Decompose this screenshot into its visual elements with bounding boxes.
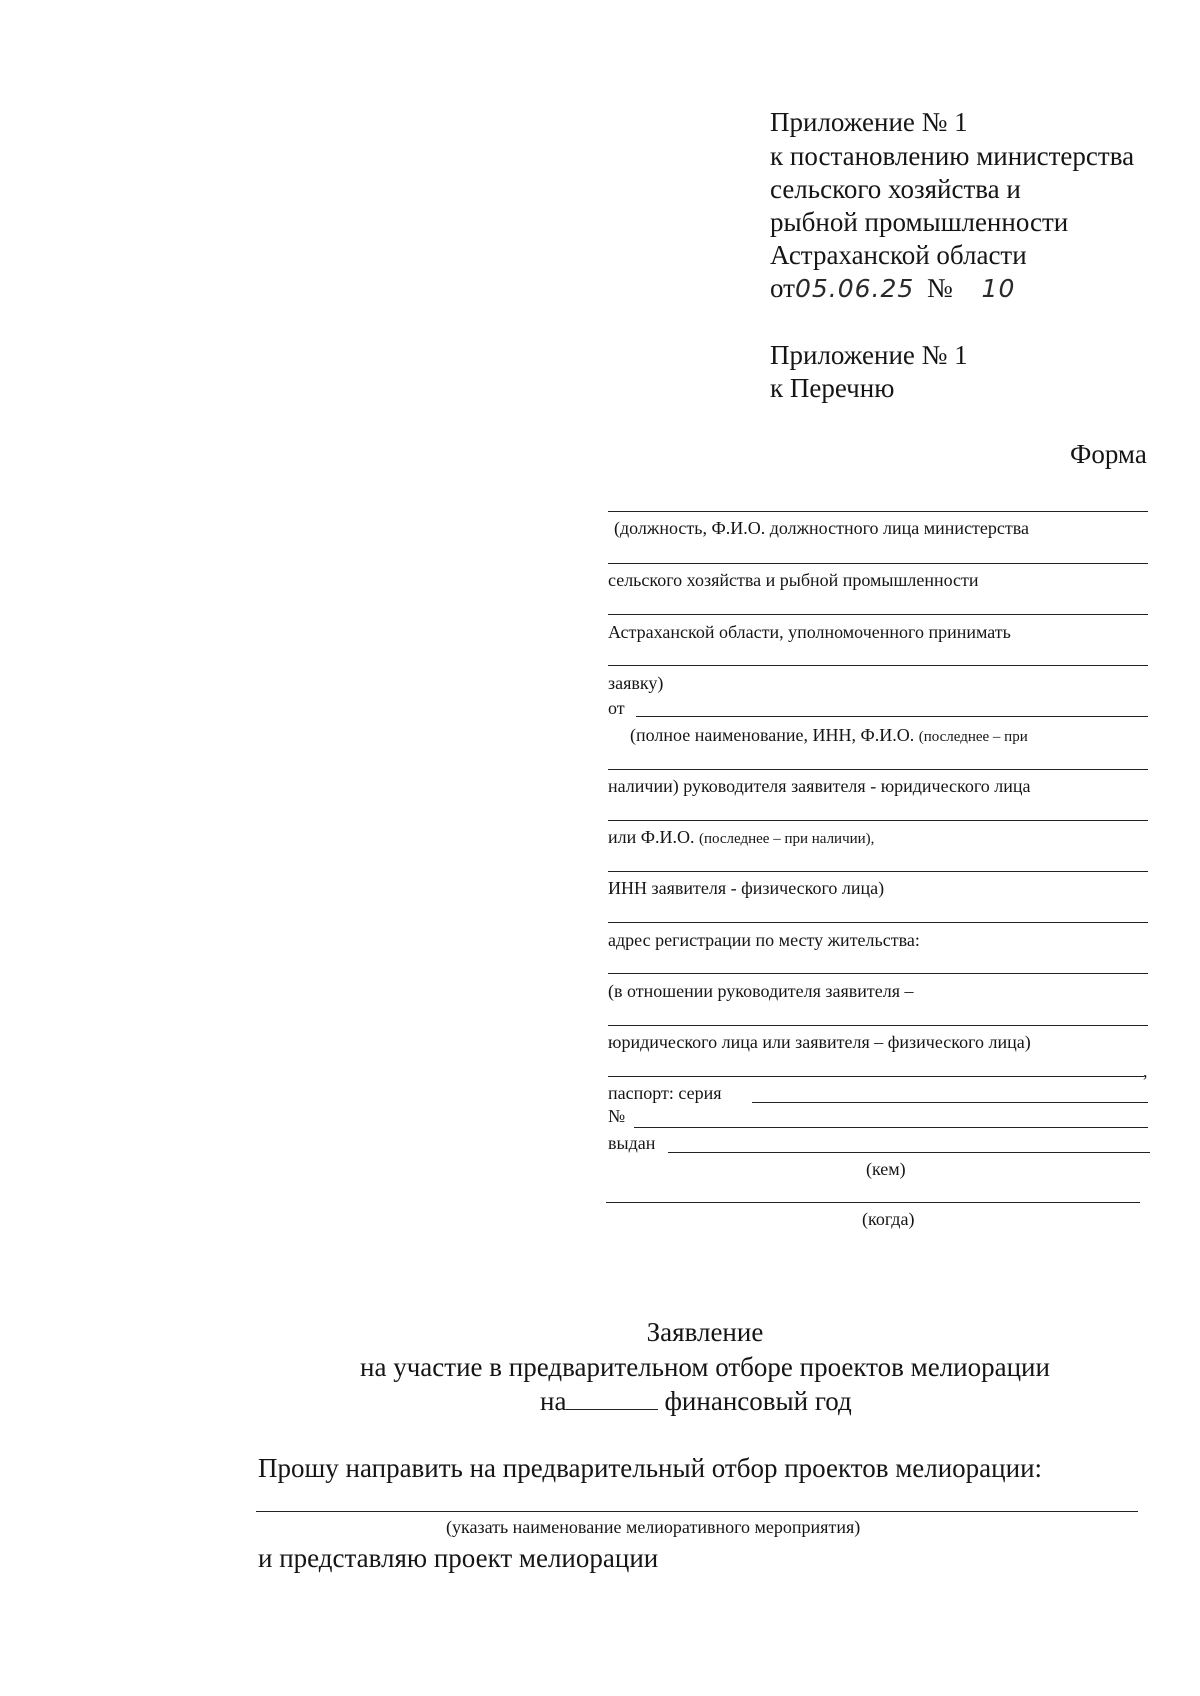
addressee-line-3: Астраханской области, уполномоченного принимать <box>608 622 1011 642</box>
line-comma: , <box>1143 1061 1148 1081</box>
header-line-4: рыбной промышленности <box>770 207 1069 237</box>
passport-by-whom: (кем) <box>866 1159 906 1179</box>
date-prefix: от <box>770 273 795 303</box>
applicant-line-2: наличии) руководителя заявителя - юридического лица <box>608 776 1031 796</box>
passport-series-field[interactable] <box>752 1102 1148 1103</box>
applicant-line-3-main: или Ф.И.О. <box>608 827 695 847</box>
addressee-line-2: сельского хозяйства и рыбной промышленности <box>608 570 979 590</box>
year-suffix: финансовый год <box>664 1386 852 1416</box>
header-line-5: Астраханской области <box>770 240 1027 270</box>
passport-issued-field[interactable] <box>668 1152 1150 1153</box>
addressee-underline-2 <box>608 563 1148 564</box>
addressee-underline-1 <box>608 511 1148 512</box>
applicant-underline-4 <box>608 871 1148 872</box>
addressee-line-1: (должность, Ф.И.О. должностного лица министерства <box>614 518 1030 538</box>
year-prefix: на <box>540 1386 567 1416</box>
passport-when: (когда) <box>862 1209 915 1229</box>
appendix-line-1: Приложение № 1 <box>770 340 968 370</box>
passport-number-label: № <box>608 1106 626 1126</box>
applicant-line-3 <box>608 826 874 850</box>
statement-title: Заявление <box>646 1317 764 1347</box>
header-line-3: сельского хозяйства и <box>770 174 1021 204</box>
applicant-line-6: (в отношении руководителя заявителя – <box>608 981 914 1001</box>
header-line-2: к постановлению министерства <box>770 141 1135 171</box>
handwritten-number: 10 <box>981 274 1016 303</box>
from-field-line[interactable] <box>636 716 1148 717</box>
statement-subtitle: на участие в предварительном отборе проектов мелиорации <box>360 1352 1050 1382</box>
number-label: № <box>927 273 953 303</box>
applicant-line-1-small: (последнее – при <box>918 729 1028 745</box>
measure-name-hint: (указать наименование мелиоративного мероприятия) <box>446 1517 861 1537</box>
addressee-underline-4 <box>608 665 1148 666</box>
continuation-text: и представляю проект мелиорации <box>258 1543 659 1573</box>
request-text: Прошу направить на предварительный отбор проектов мелиорации: <box>258 1453 1043 1483</box>
header-date-line <box>770 272 1015 305</box>
passport-issued-label: выдан <box>608 1133 656 1153</box>
address-label: адрес регистрации по месту жительства: <box>608 930 920 950</box>
header-line-1: Приложение № 1 <box>770 107 968 137</box>
appendix-line-2: к Перечню <box>770 373 895 403</box>
from-label: от <box>608 698 625 718</box>
form-label: Форма <box>1070 439 1147 469</box>
year-blank[interactable] <box>566 1387 658 1410</box>
passport-series-label: паспорт: серия <box>608 1083 722 1103</box>
applicant-underline-8 <box>608 1076 1144 1077</box>
address-field-line[interactable] <box>608 973 1148 974</box>
applicant-line-4: ИНН заявителя - физического лица) <box>608 878 885 898</box>
measure-name-field[interactable] <box>256 1511 1138 1512</box>
applicant-underline-2 <box>608 769 1148 770</box>
applicant-line-7: юридического лица или заявителя – физического лица) <box>608 1032 1031 1052</box>
passport-number-field[interactable] <box>634 1127 1148 1128</box>
applicant-line-1-main: (полное наименование, ИНН, Ф.И.О. <box>630 725 915 745</box>
addressee-line-4: заявку) <box>608 673 664 693</box>
applicant-underline-5 <box>608 922 1148 923</box>
applicant-line-1 <box>630 724 1028 748</box>
applicant-underline-3 <box>608 820 1148 821</box>
passport-when-field[interactable] <box>606 1202 1140 1203</box>
statement-year-line <box>540 1385 852 1418</box>
applicant-line-3-small: (последнее – при наличии), <box>698 831 875 847</box>
addressee-underline-3 <box>608 614 1148 615</box>
handwritten-date: 05.06.25 <box>794 274 915 303</box>
applicant-underline-7 <box>608 1025 1148 1026</box>
